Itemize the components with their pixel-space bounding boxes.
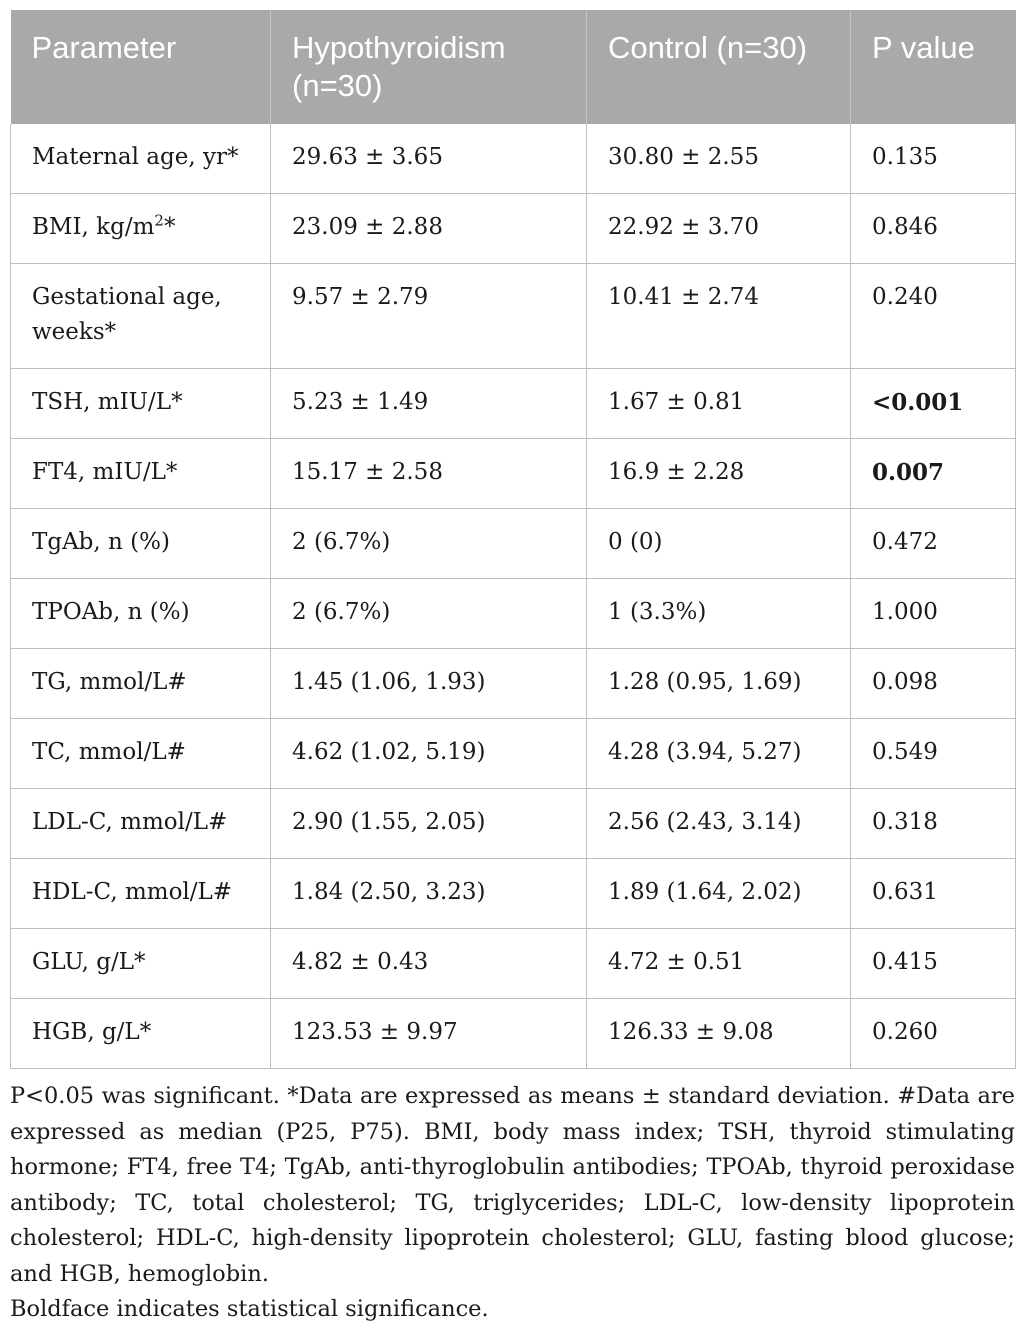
- cell-p-value: 0.240: [851, 264, 1016, 369]
- cell-control: 0 (0): [587, 509, 851, 579]
- cell-parameter: [11, 194, 271, 264]
- cell-control: 1.67 ± 0.81: [587, 369, 851, 439]
- cell-control: 30.80 ± 2.55: [587, 124, 851, 194]
- table-row: [11, 649, 1016, 719]
- cell-p-value: 0.098: [851, 649, 1016, 719]
- cell-p-value-significant: 0.007: [851, 439, 1016, 509]
- cell-parameter: TgAb, n (%): [11, 509, 271, 579]
- cell-p-value: 0.135: [851, 124, 1016, 194]
- footnote-text: P<0.05 was significant. *Data are expressed as means ± standard deviation. #Data are expressed as median (P25, P75). BMI, body mass index; TSH, thyroid stimulating hormone; FT4, free T4; TgAb, anti-thyroglobulin antibodies; TPOAb, thyroid peroxidase antibody; TC, total cholesterol; TG, triglycerides; LDL-C, low-density lipoprotein cholesterol; HDL-C, high-density lipoprotein cholesterol; GLU, fasting blood glucose; and HGB, hemoglobin.: [10, 1083, 1015, 1287]
- cell-control: 1 (3.3%): [587, 579, 851, 649]
- cell-hypothyroidism: 2 (6.7%): [271, 579, 587, 649]
- cell-control: 126.33 ± 9.08: [587, 999, 851, 1069]
- cell-p-value: 1.000: [851, 579, 1016, 649]
- cell-parameter: FT4, mIU/L*: [11, 439, 271, 509]
- cell-control: 2.56 (2.43, 3.14): [587, 789, 851, 859]
- table-row: [11, 579, 1016, 649]
- cell-p-value: 0.549: [851, 719, 1016, 789]
- cell-parameter: HDL-C, mmol/L#: [11, 859, 271, 929]
- table-container: [10, 10, 1015, 1328]
- header-p-value: P value: [851, 10, 1016, 124]
- table-row: [11, 789, 1016, 859]
- table-row: [11, 439, 1016, 509]
- header-parameter: Parameter: [11, 10, 271, 124]
- cell-parameter: TPOAb, n (%): [11, 579, 271, 649]
- cell-parameter: TG, mmol/L#: [11, 649, 271, 719]
- results-table: [10, 10, 1016, 1069]
- bmi-marker: *: [163, 214, 176, 240]
- table-row: [11, 194, 1016, 264]
- cell-parameter: GLU, g/L*: [11, 929, 271, 999]
- header-hypothyroidism: Hypothyroidism (n=30): [271, 10, 587, 124]
- cell-control: 10.41 ± 2.74: [587, 264, 851, 369]
- cell-p-value: 0.318: [851, 789, 1016, 859]
- header-control: Control (n=30): [587, 10, 851, 124]
- cell-hypothyroidism: 15.17 ± 2.58: [271, 439, 587, 509]
- cell-p-value: 0.415: [851, 929, 1016, 999]
- table-row: [11, 719, 1016, 789]
- cell-parameter: Gestational age, weeks*: [11, 264, 271, 369]
- cell-hypothyroidism: 23.09 ± 2.88: [271, 194, 587, 264]
- cell-parameter: Maternal age, yr*: [11, 124, 271, 194]
- table-row: [11, 929, 1016, 999]
- table-footnote: [10, 1079, 1015, 1328]
- bmi-label: BMI, kg/m: [32, 214, 155, 240]
- cell-control: 1.89 (1.64, 2.02): [587, 859, 851, 929]
- cell-hypothyroidism: 29.63 ± 3.65: [271, 124, 587, 194]
- cell-p-value-significant: <0.001: [851, 369, 1016, 439]
- cell-parameter: HGB, g/L*: [11, 999, 271, 1069]
- cell-parameter: TC, mmol/L#: [11, 719, 271, 789]
- table-row: [11, 509, 1016, 579]
- cell-control: 16.9 ± 2.28: [587, 439, 851, 509]
- cell-hypothyroidism: 5.23 ± 1.49: [271, 369, 587, 439]
- table-row: [11, 264, 1016, 369]
- cell-parameter: TSH, mIU/L*: [11, 369, 271, 439]
- cell-hypothyroidism: 2 (6.7%): [271, 509, 587, 579]
- cell-p-value: 0.472: [851, 509, 1016, 579]
- cell-control: 1.28 (0.95, 1.69): [587, 649, 851, 719]
- footnote-boldface-note: Boldface indicates statistical significance.: [10, 1296, 489, 1322]
- cell-control: 22.92 ± 3.70: [587, 194, 851, 264]
- cell-p-value: 0.631: [851, 859, 1016, 929]
- cell-hypothyroidism: 4.82 ± 0.43: [271, 929, 587, 999]
- table-header-row: [11, 10, 1016, 124]
- cell-control: 4.28 (3.94, 5.27): [587, 719, 851, 789]
- cell-p-value: 0.846: [851, 194, 1016, 264]
- table-row: [11, 999, 1016, 1069]
- cell-hypothyroidism: 1.84 (2.50, 3.23): [271, 859, 587, 929]
- cell-p-value: 0.260: [851, 999, 1016, 1069]
- cell-parameter: LDL-C, mmol/L#: [11, 789, 271, 859]
- table-row: [11, 859, 1016, 929]
- cell-hypothyroidism: 9.57 ± 2.79: [271, 264, 587, 369]
- cell-hypothyroidism: 2.90 (1.55, 2.05): [271, 789, 587, 859]
- bmi-superscript: 2: [154, 211, 164, 230]
- table-row: [11, 124, 1016, 194]
- cell-hypothyroidism: 1.45 (1.06, 1.93): [271, 649, 587, 719]
- table-row: [11, 369, 1016, 439]
- cell-hypothyroidism: 123.53 ± 9.97: [271, 999, 587, 1069]
- cell-control: 4.72 ± 0.51: [587, 929, 851, 999]
- cell-hypothyroidism: 4.62 (1.02, 5.19): [271, 719, 587, 789]
